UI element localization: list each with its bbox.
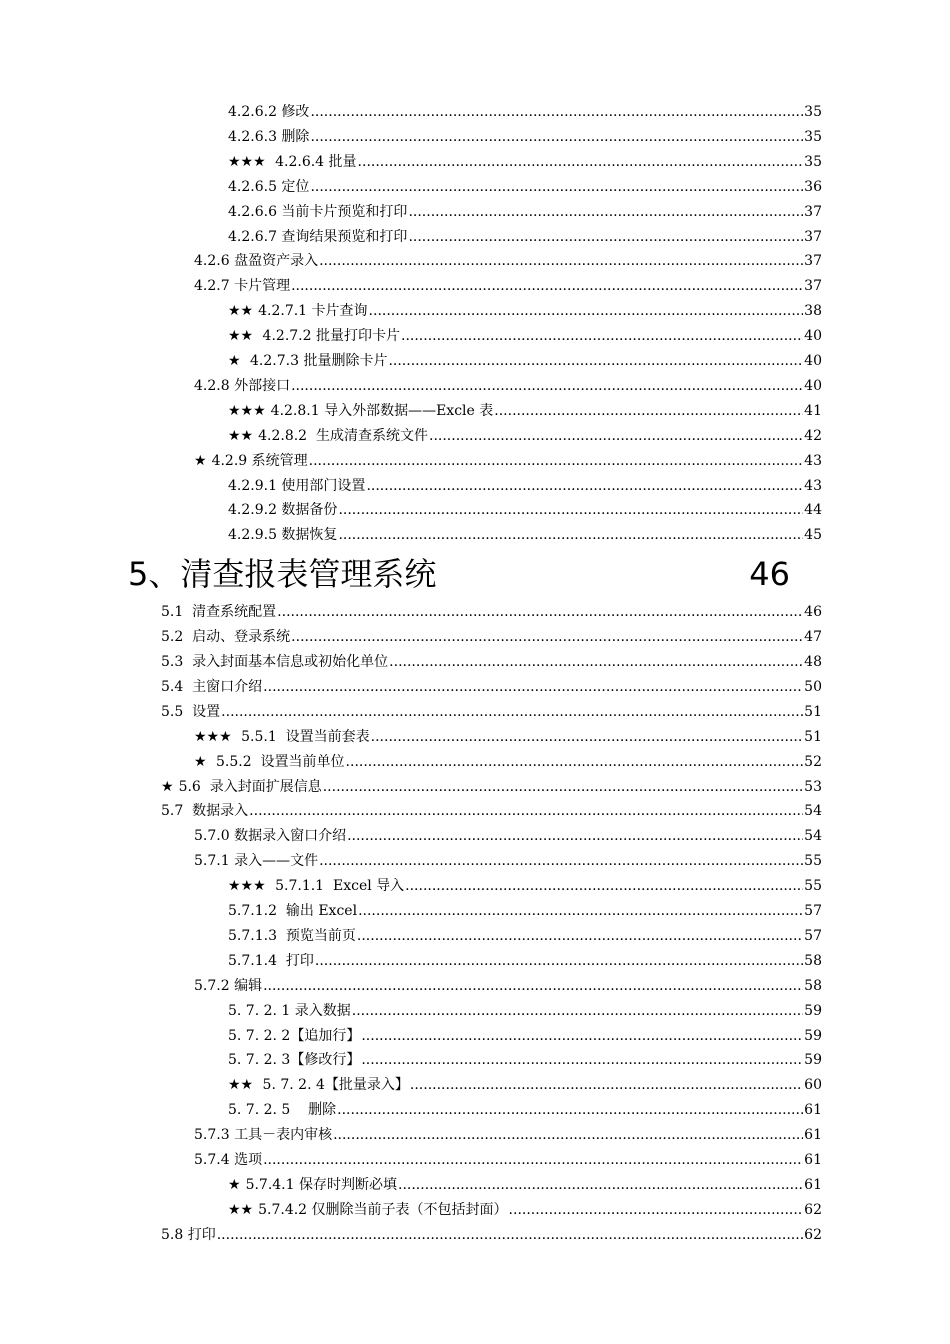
- toc-entry[interactable]: [228, 299, 822, 323]
- toc-entry[interactable]: [161, 625, 822, 649]
- toc-page-number: 40: [804, 328, 822, 345]
- toc-entry[interactable]: [194, 974, 822, 998]
- toc-page-number: 35: [804, 153, 822, 170]
- toc-page-number: 51: [804, 703, 822, 720]
- toc-entry-label: [194, 824, 346, 848]
- toc-entry-title: 4.2.6.2 修改: [228, 104, 310, 120]
- toc-entry-title: 5.7.0 数据录入窗口介绍: [194, 828, 347, 845]
- toc-leader-dots: [389, 650, 803, 674]
- toc-page-number: 36: [804, 178, 822, 195]
- toc-entry[interactable]: [161, 675, 822, 699]
- toc-entry-title: 4.2.6.3 删除: [228, 128, 310, 145]
- toc-leader-dots: [388, 349, 803, 373]
- toc-entry-label: [228, 924, 356, 948]
- toc-entry-label: [161, 1223, 216, 1247]
- toc-entry-title: 4.2.7.1 卡片查询: [258, 303, 368, 320]
- toc-entry-label: [228, 175, 309, 199]
- toc-entry-label: [228, 1198, 508, 1222]
- toc-entry[interactable]: [161, 775, 822, 799]
- toc-entry[interactable]: [194, 1123, 822, 1147]
- toc-entry-title: 5.7.3 工具－表内审核: [194, 1127, 333, 1144]
- toc-page-number: 35: [804, 128, 822, 145]
- toc-entry-title: 5.7.2 编辑: [194, 977, 263, 994]
- priority-stars: ★: [228, 1176, 241, 1193]
- toc-entry-title: 5.4 主窗口介绍: [161, 678, 263, 695]
- toc-leader-dots: [371, 725, 804, 749]
- toc-entry[interactable]: [161, 600, 822, 624]
- toc-page-number: 37: [804, 203, 822, 220]
- toc-leader-dots: [494, 399, 803, 423]
- toc-entry[interactable]: [194, 824, 822, 848]
- toc-entry-title: 4.2.8.2 生成清查系统文件: [258, 427, 428, 444]
- toc-page-number: 42: [804, 427, 822, 444]
- toc-entry[interactable]: [228, 1173, 822, 1197]
- toc-entry-label: [228, 1024, 360, 1048]
- toc-page-number: 47: [804, 629, 822, 646]
- toc-entry-title: 5.5.1 设置当前套表: [236, 728, 370, 745]
- toc-entry[interactable]: [228, 100, 822, 124]
- toc-entry-title: 5.7.1.3 预览当前页: [228, 927, 356, 944]
- toc-page-number: 59: [804, 1052, 822, 1069]
- toc-entry-label: [228, 899, 357, 923]
- toc-entry-title: 5、清查报表管理系统: [128, 555, 437, 594]
- toc-entry[interactable]: [228, 899, 822, 923]
- priority-stars: ★★: [228, 1077, 254, 1094]
- toc-entry[interactable]: [228, 200, 822, 224]
- toc-entry-title: 4.2.9.1 使用部门设置: [228, 477, 366, 494]
- toc-leader-dots: [408, 200, 803, 224]
- toc-page-number: 40: [804, 377, 822, 394]
- priority-stars: ★★: [228, 427, 254, 444]
- toc-entry[interactable]: [228, 225, 822, 249]
- toc-leader-dots: [357, 924, 803, 948]
- toc-entry-label: [228, 399, 493, 423]
- toc-leader-dots: [310, 100, 803, 124]
- toc-entry-label: [228, 474, 365, 498]
- toc-entry-label: [228, 150, 357, 174]
- toc-leader-dots: [358, 150, 804, 174]
- toc-entry-title: 4.2.6.7 查询结果预览和打印: [228, 228, 408, 245]
- priority-stars: ★★★: [228, 402, 266, 419]
- toc-page-number: 52: [804, 753, 822, 770]
- toc-entry-label: [228, 874, 404, 898]
- toc-leader-dots: [347, 824, 803, 848]
- toc-entry-label: [228, 1173, 397, 1197]
- toc-entry-label: [161, 700, 220, 724]
- toc-page-number: 61: [804, 1152, 822, 1168]
- toc-entry-label: [228, 999, 351, 1023]
- toc-page-number: 54: [804, 828, 822, 845]
- toc-leader-dots: [263, 1148, 803, 1172]
- toc-entry-label: [194, 974, 262, 998]
- toc-entry-label: [228, 1073, 409, 1097]
- toc-leader-dots: [221, 700, 803, 724]
- toc-entry-label: [194, 725, 370, 749]
- toc-entry-title: 5. 7. 2. 5 删除: [228, 1102, 337, 1119]
- toc-entry[interactable]: [228, 874, 822, 898]
- priority-stars: ★: [194, 452, 207, 469]
- toc-entry-title: 4.2.8.1 导入外部数据——Excle 表: [270, 402, 494, 419]
- toc-entry-title: 5.1 清查系统配置: [161, 604, 277, 621]
- toc-entry[interactable]: [228, 523, 822, 547]
- toc-leader-dots: [319, 249, 803, 273]
- toc-entry-label: [228, 100, 309, 124]
- toc-entry-label: [228, 949, 314, 973]
- toc-entry-title: 4.2.6 盘盈资产录入: [194, 253, 319, 270]
- toc-entry-label: [161, 650, 388, 674]
- toc-page-number: 60: [804, 1077, 822, 1094]
- toc-entry[interactable]: [161, 799, 822, 823]
- toc-leader-dots: [361, 1024, 803, 1048]
- toc-entry[interactable]: [228, 999, 822, 1023]
- toc-page-number: 37: [804, 278, 822, 295]
- toc-entry[interactable]: [228, 1098, 822, 1122]
- toc-entry-label: [228, 200, 407, 224]
- toc-leader-dots: [310, 175, 803, 199]
- toc-entry[interactable]: [228, 1024, 822, 1048]
- toc-entry-title: 5.2 启动、登录系统: [161, 629, 291, 646]
- toc-entry-title: 5.5 设置: [161, 703, 221, 720]
- toc-page-number: 55: [804, 878, 822, 895]
- priority-stars: ★★: [228, 303, 254, 320]
- toc-entry-title: 4.2.7 卡片管理: [194, 278, 291, 295]
- toc-entry-title: 5.7.1.2 输出 Excel: [228, 903, 358, 919]
- toc-entry-title: 5.3 录入封面基本信息或初始化单位: [161, 654, 389, 670]
- toc-entry[interactable]: [161, 1223, 822, 1247]
- toc-entry-label: [161, 625, 290, 649]
- toc-page-number: 37: [804, 228, 822, 245]
- toc-entry-title: 4.2.6.5 定位: [228, 178, 310, 195]
- toc-leader-dots: [410, 1073, 803, 1097]
- toc-leader-dots: [405, 874, 803, 898]
- toc-entry-label: [228, 1048, 360, 1072]
- toc-entry-label: [228, 523, 337, 547]
- toc-leader-dots: [319, 849, 803, 873]
- toc-entry-label: [194, 449, 308, 473]
- toc-page-number: 43: [804, 452, 822, 469]
- toc-leader-dots: [309, 449, 804, 473]
- toc-leader-dots: [323, 775, 803, 799]
- toc-page-number: 58: [804, 977, 822, 994]
- toc-entry[interactable]: [161, 700, 822, 724]
- toc-entry[interactable]: [228, 949, 822, 973]
- priority-stars: ★: [228, 353, 241, 369]
- toc-page-number: 50: [804, 678, 822, 695]
- toc-entry-title: 4.2.7.3 批量删除卡片: [245, 353, 388, 369]
- toc-entry-label: [228, 424, 428, 448]
- toc-leader-dots: [361, 1048, 803, 1072]
- priority-stars: ★★★: [228, 153, 266, 170]
- toc-page-number: 35: [804, 104, 822, 120]
- toc-entry[interactable]: [194, 274, 822, 298]
- toc-leader-dots: [291, 274, 803, 298]
- toc-leader-dots: [310, 125, 803, 149]
- toc-page-number: 40: [804, 353, 822, 369]
- toc-page-number: 38: [804, 303, 822, 320]
- toc-entry-label: [194, 274, 290, 298]
- toc-entry-title: 4.2.7.2 批量打印卡片: [258, 328, 400, 345]
- priority-stars: ★★★: [228, 878, 266, 895]
- toc-entry-label: [228, 225, 407, 249]
- toc-entry-label: [228, 349, 387, 373]
- toc-entry-label: [228, 498, 337, 522]
- toc-entry-label: [228, 299, 368, 323]
- toc-leader-dots: [277, 600, 803, 624]
- toc-leader-dots: [337, 1098, 803, 1122]
- toc-leader-dots: [509, 1198, 804, 1222]
- toc-page-number: 62: [804, 1226, 822, 1243]
- toc-entry-label: [161, 600, 276, 624]
- toc-leader-dots: [358, 899, 803, 923]
- toc-entry-label: [194, 374, 290, 398]
- toc-entry-label: [194, 750, 345, 774]
- toc-leader-dots: [429, 424, 803, 448]
- toc-entry[interactable]: [194, 1148, 822, 1172]
- toc-leader-dots: [315, 949, 803, 973]
- toc-entry[interactable]: [228, 150, 822, 174]
- toc-page-number: 61: [804, 1102, 822, 1119]
- toc-page-number: 61: [804, 1176, 822, 1193]
- toc-leader-dots: [398, 1173, 803, 1197]
- toc-page-number: 59: [804, 1002, 822, 1019]
- toc-entry[interactable]: [228, 1048, 822, 1072]
- toc-leader-dots: [338, 498, 803, 522]
- toc-page-number: 62: [804, 1201, 822, 1218]
- toc-leader-dots: [217, 1223, 803, 1247]
- toc-entry-label: [194, 249, 318, 273]
- toc-entry-title: 4.2.6.4 批量: [270, 153, 357, 170]
- toc-leader-dots: [249, 799, 803, 823]
- toc-entry-title: 5.7.4 选项: [194, 1152, 263, 1168]
- toc-entry-title: 4.2.8 外部接口: [194, 377, 291, 394]
- toc-entry-label: [228, 125, 309, 149]
- toc-leader-dots: [291, 625, 803, 649]
- toc-leader-dots: [263, 675, 803, 699]
- toc-leader-dots: [408, 225, 803, 249]
- toc-page-number: 43: [804, 477, 822, 494]
- toc-leader-dots: [437, 562, 748, 586]
- toc-entry[interactable]: [228, 1073, 822, 1097]
- toc-page-number: 48: [804, 654, 822, 670]
- toc-entry[interactable]: [194, 750, 822, 774]
- toc-entry-title: 5.7.1.1 Excel 导入: [270, 878, 405, 895]
- toc-page-number: 37: [804, 253, 822, 270]
- priority-stars: ★: [194, 753, 207, 770]
- toc-entry[interactable]: [228, 324, 822, 348]
- toc-entry[interactable]: [194, 449, 822, 473]
- toc-page-number: 45: [804, 527, 822, 544]
- toc-entry-title: 4.2.9.2 数据备份: [228, 502, 338, 519]
- toc-entry-title: 5.5.2 设置当前单位: [211, 753, 345, 770]
- toc-page-number: 55: [804, 853, 822, 870]
- toc-leader-dots: [291, 374, 803, 398]
- toc-entry-title: 5. 7. 2. 1 录入数据: [228, 1002, 351, 1019]
- priority-stars: ★★★: [194, 728, 232, 745]
- toc-page-number: 57: [804, 903, 822, 919]
- toc-entry[interactable]: [194, 249, 822, 273]
- toc-leader-dots: [333, 1123, 803, 1147]
- toc-entry-label: [128, 552, 436, 596]
- toc-entry[interactable]: [228, 349, 822, 373]
- toc-entry[interactable]: [194, 374, 822, 398]
- toc-entry-title: 5.7 数据录入: [161, 803, 249, 820]
- toc-entry-title: 5. 7. 2. 2【追加行】: [228, 1027, 361, 1044]
- toc-entry[interactable]: [228, 125, 822, 149]
- toc-entry-title: 5.7.1 录入——文件: [194, 853, 319, 870]
- priority-stars: ★★: [228, 1201, 254, 1218]
- toc-entry[interactable]: [228, 399, 822, 423]
- toc-entry-label: [228, 324, 400, 348]
- toc-entry-label: [228, 1098, 336, 1122]
- toc-leader-dots: [263, 974, 803, 998]
- toc-entry-title: 4.2.6.6 当前卡片预览和打印: [228, 203, 408, 220]
- toc-leader-dots: [346, 750, 804, 774]
- toc-leader-dots: [352, 999, 803, 1023]
- toc-leader-dots: [366, 474, 803, 498]
- toc-page-number: 54: [804, 803, 822, 820]
- priority-stars: ★★: [228, 328, 254, 345]
- toc-page-number: 61: [804, 1127, 822, 1144]
- toc-entry-label: [161, 675, 262, 699]
- priority-stars: ★: [161, 778, 174, 795]
- toc-entry-label: [161, 775, 322, 799]
- toc-entry-label: [161, 799, 248, 823]
- toc-entry[interactable]: [194, 725, 822, 749]
- toc-page-number: 46: [749, 555, 790, 594]
- toc-page-number: 46: [804, 604, 822, 621]
- toc-entry-label: [194, 1148, 262, 1172]
- toc-leader-dots: [338, 523, 803, 547]
- toc-page-number: 53: [804, 778, 822, 795]
- toc-page-number: 41: [804, 402, 822, 419]
- toc-entry-label: [194, 1123, 332, 1147]
- toc-entry-title: 4.2.9 系统管理: [211, 452, 308, 469]
- toc-entry[interactable]: [228, 498, 822, 522]
- toc-entry[interactable]: [228, 474, 822, 498]
- toc-page-number: 57: [804, 927, 822, 944]
- toc-entry-title: 4.2.9.5 数据恢复: [228, 527, 338, 544]
- toc-entry[interactable]: [194, 849, 822, 873]
- toc-entry-label: [194, 849, 318, 873]
- toc-entry[interactable]: [228, 924, 822, 948]
- toc-leader-dots: [369, 299, 804, 323]
- toc-entry[interactable]: [228, 175, 822, 199]
- toc-entry[interactable]: [228, 1198, 822, 1222]
- toc-section-heading[interactable]: [128, 552, 790, 596]
- toc-entry-title: 5.7.4.1 保存时判断必填: [245, 1176, 397, 1193]
- toc-entry-title: 5.8 打印: [161, 1226, 216, 1243]
- toc-entry-title: 5.7.4.2 仅删除当前子表（不包括封面）: [258, 1201, 508, 1218]
- toc-entry[interactable]: [161, 650, 822, 674]
- toc-entry-title: 5. 7. 2. 4【批量录入】: [258, 1077, 409, 1094]
- toc-entry-title: 5.6 录入封面扩展信息: [178, 778, 322, 795]
- toc-page-number: 58: [804, 952, 822, 969]
- toc-entry-title: 5.7.1.4 打印: [228, 952, 314, 969]
- toc-leader-dots: [401, 324, 803, 348]
- toc-page-number: 51: [804, 728, 822, 745]
- toc-page-number: 59: [804, 1027, 822, 1044]
- toc-entry-title: 5. 7. 2. 3【修改行】: [228, 1052, 361, 1069]
- toc-entry[interactable]: [228, 424, 822, 448]
- toc-page-number: 44: [804, 502, 822, 519]
